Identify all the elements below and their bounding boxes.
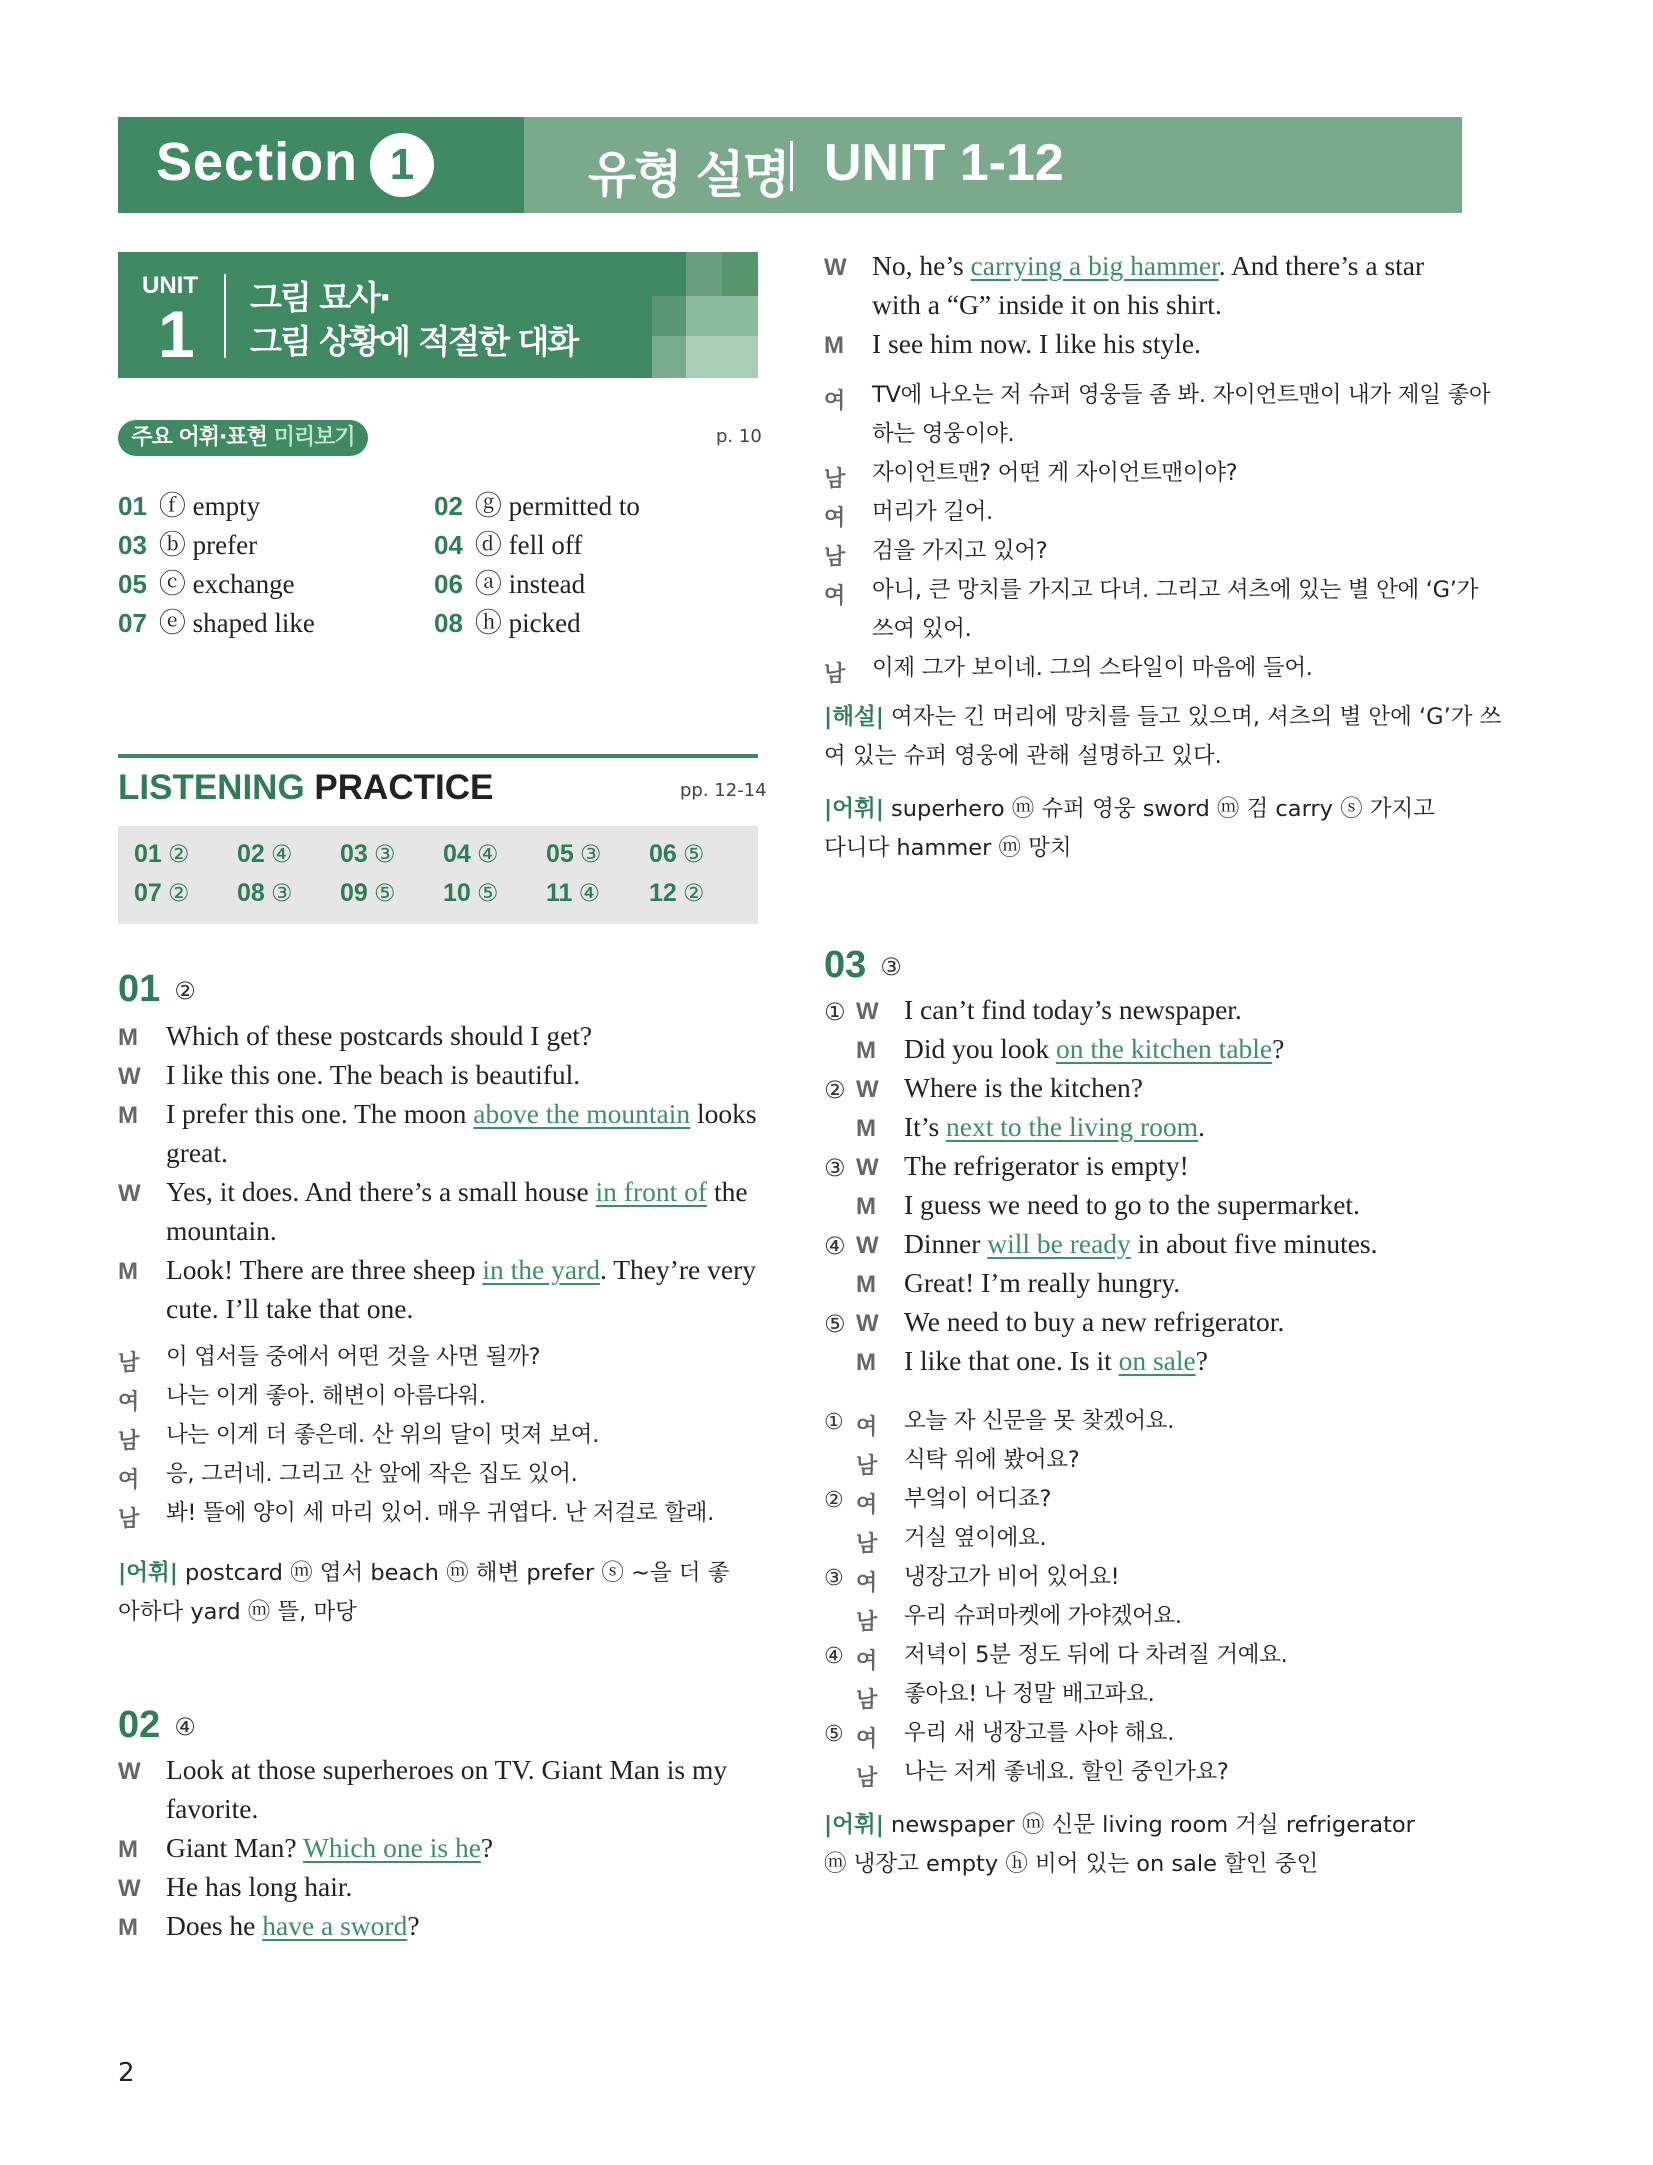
option-number: ③ [824, 1566, 844, 1591]
dialogue-text: Did you look [904, 1033, 1057, 1064]
dialogue-text: Does he [166, 1910, 263, 1941]
translation-line: 나는 이게 더 좋은데. 산 위의 달이 멋져 보여. [166, 1422, 599, 1448]
option-number: ⑤ [824, 1722, 844, 1747]
dialogue-text: I see him now. I like his style. [872, 328, 1201, 359]
answer-number: 10 [443, 879, 471, 907]
q01-vocab-tag: |어휘| [118, 1560, 178, 1586]
dialogue-line [166, 1172, 748, 1211]
answer-choice: ③ [270, 879, 293, 907]
q01-answer: ② [174, 976, 196, 1005]
dialogue-text: Look! There are three sheep [166, 1254, 483, 1285]
dialogue-line [166, 1250, 756, 1289]
dialogue-text: I like this one. The beach is beautiful. [166, 1059, 581, 1090]
speaker-label: 남 [824, 545, 846, 570]
dialogue-line [904, 1068, 1143, 1107]
translation-line: 나는 이게 좋아. 해변이 아름다워. [166, 1383, 486, 1409]
dialogue-blank-answer: in front of [595, 1176, 708, 1207]
lp-page-ref: pp. 12-14 [680, 780, 767, 801]
speaker-label: M [118, 1914, 138, 1941]
dialogue-text: No, he’s [872, 250, 971, 281]
dialogue-blank-answer: carrying a big hammer [970, 250, 1219, 281]
dialogue-text: Great! I’m really hungry. [904, 1267, 1181, 1298]
vocab-item-number: 04 [434, 530, 463, 560]
translation-line: 아니, 큰 망치를 가지고 다녀. 그리고 셔츠에 있는 별 안에 ‘G’가 [872, 577, 1479, 603]
answer-number: 02 [237, 840, 265, 868]
q02-explain-tag: |해설| [824, 704, 884, 730]
speaker-label: 남 [118, 1351, 140, 1376]
dialogue-line [872, 246, 1424, 285]
dialogue-text: He has long hair. [166, 1871, 353, 1902]
speaker-label: M [824, 332, 844, 359]
q03-vocab-tag: |어휘| [824, 1812, 884, 1838]
translation-line: 머리가 길어. [872, 499, 993, 525]
dialogue-line [904, 1341, 1208, 1380]
q02-vocab-tag: |어휘| [824, 796, 884, 822]
answer-number: 11 [546, 879, 573, 907]
translation-line: 저녁이 5분 정도 뒤에 다 차려질 거예요. [904, 1642, 1288, 1668]
dialogue-text: The refrigerator is empty! [904, 1150, 1189, 1181]
answer-number: 09 [340, 879, 368, 907]
dialogue-blank-answer: above the mountain [473, 1098, 691, 1129]
translation-line: 봐! 뜰에 양이 세 마리 있어. 매우 귀엽다. 난 저걸로 할래. [166, 1500, 714, 1526]
vocab-item [118, 523, 257, 562]
answer-cell [546, 879, 600, 908]
answer-cell [649, 879, 704, 908]
dialogue-text: We need to buy a new refrigerator. [904, 1306, 1285, 1337]
speaker-label: 남 [856, 1454, 878, 1479]
dialogue-text: I prefer this one. The moon [166, 1098, 474, 1129]
speaker-label: 여 [824, 506, 846, 531]
decor-square [652, 336, 686, 378]
translation-line: 식탁 위에 봤어요? [904, 1447, 1080, 1473]
answer-number: 07 [134, 879, 162, 907]
vocab-item-answer: ⓒ exchange [158, 569, 295, 599]
translation-line: 오늘 자 신문을 못 찾겠어요. [904, 1408, 1175, 1434]
dialogue-text: . They’re very [599, 1254, 756, 1285]
dialogue-text: I guess we need to go to the supermarket. [904, 1189, 1360, 1220]
dialogue-line [904, 1263, 1180, 1302]
vocab-item-answer: ⓕ empty [158, 491, 261, 521]
q01-vocab-line1: postcard ⓜ 엽서 beach ⓜ 해변 prefer ⓢ ~을 더 좋 [177, 1560, 730, 1586]
vocab-item-answer: ⓗ picked [474, 608, 581, 638]
speaker-label: W [856, 1310, 879, 1337]
dialogue-line [904, 1302, 1284, 1341]
dialogue-text: Look at those superheroes on TV. Giant Man is my [166, 1754, 728, 1785]
speaker-label: 남 [856, 1688, 878, 1713]
dialogue-text: ? [1195, 1345, 1208, 1376]
listening-practice-title [118, 768, 493, 808]
vocab-item-answer: ⓑ prefer [158, 530, 258, 560]
decor-square [686, 252, 722, 296]
unit-title-box [118, 252, 758, 378]
speaker-label: 여 [856, 1415, 878, 1440]
speaker-label: 여 [856, 1571, 878, 1596]
q01-number: 01 [118, 968, 161, 1010]
dialogue-text: I like that one. Is it [904, 1345, 1119, 1376]
dialogue-text: the [707, 1176, 748, 1207]
vocab-item-number: 07 [118, 608, 147, 638]
dialogue-line [166, 1867, 352, 1906]
translation-line: 부엌이 어디죠? [904, 1486, 1052, 1512]
section-header [118, 117, 1462, 213]
question-03-heading [824, 944, 902, 987]
speaker-label: M [118, 1258, 138, 1285]
speaker-label: M [856, 1193, 876, 1220]
q03-answer: ③ [880, 952, 902, 981]
q02-explanation [824, 698, 1501, 737]
speaker-label: M [118, 1024, 138, 1051]
answer-choice: ③ [579, 840, 602, 868]
unit-title-line1: 그림 묘사· [250, 278, 390, 317]
dialogue-line-cont: with a “G” inside it on his shirt. [872, 289, 1222, 320]
speaker-label: 남 [824, 662, 846, 687]
q03-vocab [824, 1806, 1415, 1845]
answer-cell [443, 840, 498, 869]
translation-line: 좋아요! 나 정말 배고파요. [904, 1681, 1155, 1707]
q03-number: 03 [824, 944, 867, 986]
header-unit-range: UNIT 1-12 [824, 134, 1064, 192]
dialogue-line [904, 1029, 1284, 1068]
q01-vocab-cont: 아하다 yard ⓜ 뜰, 마당 [118, 1599, 357, 1625]
dialogue-text: ? [407, 1910, 420, 1941]
answer-cell [237, 840, 292, 869]
question-01-heading [118, 968, 196, 1011]
dialogue-line [166, 1094, 757, 1133]
speaker-label: 남 [824, 467, 846, 492]
vocab-item-answer: ⓔ shaped like [158, 608, 315, 638]
speaker-label: 여 [824, 584, 846, 609]
speaker-label: M [118, 1102, 138, 1129]
speaker-label: M [856, 1349, 876, 1376]
dialogue-text: Which of these postcards should I get? [166, 1020, 593, 1051]
translation-line: 우리 슈퍼마켓에 가야겠어요. [904, 1603, 1182, 1629]
speaker-label: 여 [118, 1390, 140, 1415]
speaker-label: M [856, 1271, 876, 1298]
dialogue-text: . And there’s a star [1218, 250, 1425, 281]
dialogue-line [166, 1750, 727, 1789]
speaker-label: W [118, 1875, 141, 1902]
answer-number: 08 [237, 879, 265, 907]
option-number: ② [824, 1076, 846, 1104]
vocab-item [434, 562, 585, 601]
answer-choice: ⑤ [682, 840, 705, 868]
dialogue-text: Dinner [904, 1228, 988, 1259]
q02-explanation-cont: 여 있는 슈퍼 영웅에 관해 설명하고 있다. [824, 743, 1222, 769]
dialogue-text: looks [690, 1098, 757, 1129]
translation-line: 검을 가지고 있어? [872, 538, 1048, 564]
dialogue-line [872, 324, 1201, 363]
answer-number: 03 [340, 840, 368, 868]
lp-title-b: PRACTICE [314, 768, 494, 807]
answer-cell [546, 840, 601, 869]
decor-square [686, 336, 758, 378]
answer-choice: ② [167, 840, 190, 868]
dialogue-line [904, 1224, 1378, 1263]
answer-cell [340, 879, 395, 908]
dialogue-line [904, 1185, 1360, 1224]
speaker-label: 남 [856, 1532, 878, 1557]
speaker-label: 여 [824, 389, 846, 414]
answer-number: 01 [134, 840, 162, 868]
dialogue-line [166, 1055, 580, 1094]
dialogue-line-cont: cute. I’ll take that one. [166, 1293, 414, 1324]
answer-choice: ④ [270, 840, 293, 868]
section-label: Section [156, 132, 359, 192]
vocab-item-number: 03 [118, 530, 147, 560]
dialogue-line [166, 1828, 493, 1867]
dialogue-line [166, 1906, 420, 1945]
question-02-heading [118, 1704, 196, 1747]
dialogue-text: Where is the kitchen? [904, 1072, 1143, 1103]
translation-line: 우리 새 냉장고를 사야 해요. [904, 1720, 1175, 1746]
vocab-item-number: 01 [118, 491, 147, 521]
vocab-item-number: 05 [118, 569, 147, 599]
decor-square [722, 252, 758, 296]
vocab-item-number: 08 [434, 608, 463, 638]
vocab-item-number: 02 [434, 491, 463, 521]
option-number: ④ [824, 1232, 846, 1260]
dialogue-blank-answer: on the kitchen table [1056, 1033, 1273, 1064]
translation-line: 자이언트맨? 어떤 게 자이언트맨이야? [872, 460, 1238, 486]
dialogue-blank-answer: on sale [1118, 1345, 1196, 1376]
q02-answer: ④ [174, 1712, 196, 1741]
q01-vocab [118, 1554, 729, 1593]
translation-line: 이 엽서들 중에서 어떤 것을 사면 될까? [166, 1344, 541, 1370]
vocab-item-answer: ⓓ fell off [474, 530, 583, 560]
vocab-item [118, 562, 295, 601]
translation-line: 이제 그가 보이네. 그의 스타일이 마음에 들어. [872, 655, 1313, 681]
speaker-label: M [856, 1037, 876, 1064]
q02-vocab [824, 790, 1435, 829]
speaker-label: 여 [856, 1649, 878, 1674]
dialogue-text: Giant Man? [166, 1832, 303, 1863]
unit-word: UNIT [142, 272, 198, 299]
speaker-label: 남 [118, 1429, 140, 1454]
option-number: ⑤ [824, 1310, 846, 1338]
q03-vocab-line1: newspaper ⓜ 신문 living room 거실 refrigerator [883, 1812, 1415, 1838]
answer-cell [134, 840, 189, 869]
lp-rule [118, 754, 758, 758]
speaker-label: M [856, 1115, 876, 1142]
speaker-label: W [856, 1076, 879, 1103]
answer-number: 12 [649, 879, 677, 907]
section-label-block [118, 117, 524, 213]
speaker-label: W [118, 1063, 141, 1090]
q02-number: 02 [118, 1704, 161, 1746]
speaker-label: 남 [856, 1766, 878, 1791]
speaker-label: 여 [856, 1727, 878, 1752]
option-number: ① [824, 1410, 844, 1435]
answer-choice: ⑤ [373, 879, 396, 907]
answer-choice: ④ [476, 840, 499, 868]
dialogue-line [166, 1016, 592, 1055]
speaker-label: W [856, 998, 879, 1025]
dialogue-blank-answer: Which one is he [302, 1832, 481, 1863]
unit-title-line2: 그림 상황에 적절한 대화 [250, 322, 578, 361]
dialogue-blank-answer: next to the living room [946, 1111, 1199, 1142]
dialogue-blank-answer: in the yard [482, 1254, 600, 1285]
vocab-item [434, 523, 582, 562]
dialogue-text: It’s [904, 1111, 947, 1142]
dialogue-line [904, 1107, 1205, 1146]
answer-cell [134, 879, 189, 908]
speaker-label: M [118, 1836, 138, 1863]
dialogue-line [904, 1146, 1189, 1185]
dialogue-blank-answer: will be ready [987, 1228, 1131, 1259]
translation-line: 냉장고가 비어 있어요! [904, 1564, 1120, 1590]
answer-choice: ④ [578, 879, 600, 907]
translation-line-cont: 쓰여 있어. [872, 616, 972, 642]
dialogue-blank-answer: have a sword [262, 1910, 408, 1941]
dialogue-line-cont: great. [166, 1137, 228, 1168]
answer-cell [443, 879, 498, 908]
q02-vocab-cont: 다니다 hammer ⓜ 망치 [824, 835, 1072, 861]
unit-number: 1 [158, 297, 195, 371]
speaker-label: W [118, 1180, 141, 1207]
option-number: ④ [824, 1644, 844, 1669]
translation-line: 응, 그러네. 그리고 산 앞에 작은 집도 있어. [166, 1461, 578, 1487]
vocab-item [118, 601, 315, 640]
answer-choice: ② [167, 879, 190, 907]
vocab-label-highlight: 미리보기 [273, 425, 355, 450]
answer-grid [118, 826, 758, 924]
q02-vocab-line1: superhero ⓜ 슈퍼 영웅 sword ⓜ 검 carry ⓢ 가지고 [883, 796, 1436, 822]
decor-square [652, 296, 686, 336]
vocab-item-answer: ⓖ permitted to [474, 491, 640, 521]
dialogue-line [904, 990, 1242, 1029]
vocab-item [118, 484, 260, 523]
answer-number: 05 [546, 840, 574, 868]
dialogue-text: ? [1272, 1033, 1285, 1064]
unit-divider [224, 274, 226, 358]
page-number: 2 [118, 2058, 135, 2088]
option-number: ② [824, 1488, 844, 1513]
answer-number: 06 [649, 840, 677, 868]
speaker-label: W [856, 1232, 879, 1259]
dialogue-text: Yes, it does. And there’s a small house [166, 1176, 596, 1207]
header-title: 유형 설명 [588, 146, 789, 204]
speaker-label: W [856, 1154, 879, 1181]
speaker-label: 여 [856, 1493, 878, 1518]
dialogue-line-cont: favorite. [166, 1793, 259, 1824]
q03-vocab-cont: ⓜ 냉장고 empty ⓗ 비어 있는 on sale 할인 중인 [824, 1851, 1319, 1877]
q02-explain-line1: 여자는 긴 머리에 망치를 들고 있으며, 셔츠의 별 안에 ‘G’가 쓰 [883, 704, 1502, 730]
vocab-item [434, 601, 581, 640]
dialogue-text: ? [480, 1832, 494, 1863]
vocab-page-ref: p. 10 [716, 426, 762, 447]
translation-line: 나는 저게 좋네요. 할인 중인가요? [904, 1759, 1229, 1785]
answer-cell [649, 840, 704, 869]
vocab-item [434, 484, 640, 523]
speaker-label: W [118, 1758, 141, 1785]
answer-cell [237, 879, 292, 908]
answer-choice: ② [682, 879, 705, 907]
option-number: ③ [824, 1154, 846, 1182]
answer-cell [340, 840, 395, 869]
vocab-item-answer: ⓐ instead [474, 569, 586, 599]
vocab-item-number: 06 [434, 569, 463, 599]
translation-line: TV에 나오는 저 슈퍼 영웅들 좀 봐. 자이언트맨이 내가 제일 좋아 [872, 382, 1491, 408]
decor-square [686, 296, 758, 336]
speaker-label: W [824, 254, 847, 281]
section-number-badge: 1 [370, 133, 434, 197]
answer-number: 04 [443, 840, 471, 868]
dialogue-text: I can’t find today’s newspaper. [904, 994, 1242, 1025]
translation-line: 거실 옆이에요. [904, 1525, 1047, 1551]
option-number: ① [824, 998, 846, 1026]
dialogue-text: in about five minutes. [1130, 1228, 1378, 1259]
speaker-label: 여 [118, 1468, 140, 1493]
vocab-label-main: 주요 어휘·표현 [131, 425, 274, 450]
speaker-label: 남 [118, 1507, 140, 1532]
dialogue-text: . [1198, 1111, 1205, 1142]
lp-title-a: LISTENING [118, 768, 305, 807]
translation-line-cont: 하는 영웅이야. [872, 421, 1015, 447]
header-divider [790, 141, 793, 191]
answer-choice: ③ [373, 840, 396, 868]
dialogue-line-cont: mountain. [166, 1215, 277, 1246]
vocab-preview-label [118, 420, 368, 456]
speaker-label: 남 [856, 1610, 878, 1635]
answer-choice: ⑤ [476, 879, 499, 907]
